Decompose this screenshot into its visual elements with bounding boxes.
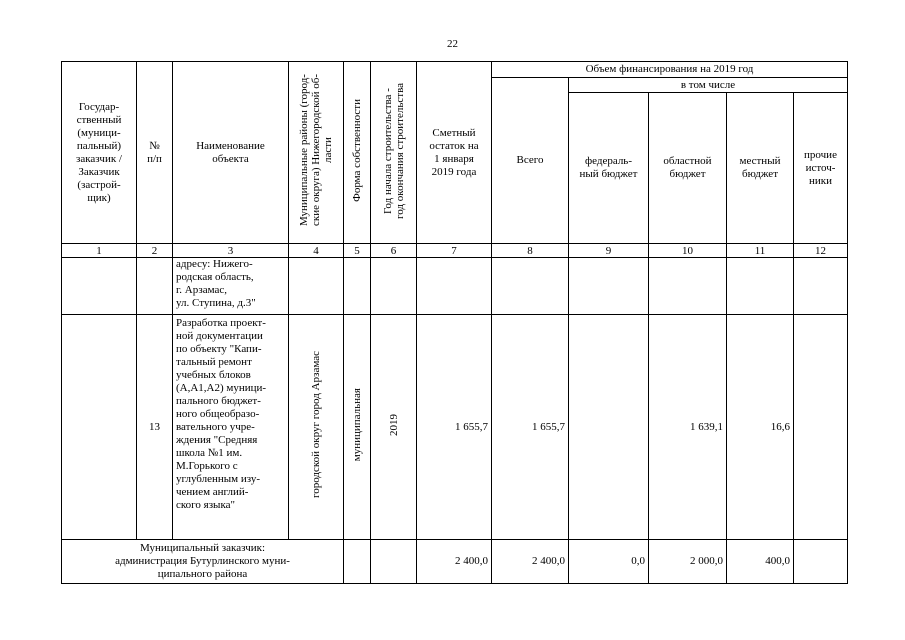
header-other: прочие источ- ники [794, 93, 848, 244]
column-number: 7 [417, 244, 492, 258]
summary-regional: 2 000,0 [649, 540, 727, 584]
column-number-row [62, 244, 848, 258]
summary-label: Муниципальный заказчик: администрация Бутурлинского муни- ципального района [62, 540, 344, 584]
column-number: 1 [62, 244, 137, 258]
column-number: 3 [173, 244, 289, 258]
header-federal: федераль- ный бюджет [569, 93, 649, 244]
object-name-cell: Разработка проект- ной документации по объекту "Капи- тальный ремонт учебных блоков (А,А1,А2) муници- пального бюджет- ного общеобразо- вательного учре- ждения "Средняя школа №1 им. М.Горького с углубленным изу- чением англий- ского языка" [173, 315, 289, 540]
summary-local: 400,0 [727, 540, 794, 584]
column-number: 9 [569, 244, 649, 258]
column-number: 11 [727, 244, 794, 258]
balance-cell: 1 655,7 [417, 315, 492, 540]
total-cell: 1 655,7 [492, 315, 569, 540]
header-including: в том числе [569, 78, 848, 93]
year-cell: 2019 [387, 414, 400, 436]
page-number: 22 [447, 38, 458, 50]
table-row [62, 258, 848, 315]
ownership-cell: муниципальная [351, 388, 363, 462]
summary-balance: 2 400,0 [417, 540, 492, 584]
federal-cell [569, 315, 649, 540]
column-number: 5 [344, 244, 371, 258]
other-cell [794, 315, 848, 540]
header-number: № п/п [137, 62, 173, 244]
object-name-cell: адресу: Нижего- родская область, г. Арзамас, ул. Ступина, д.3" [173, 258, 289, 315]
column-number: 6 [371, 244, 417, 258]
financing-table [61, 61, 848, 584]
column-number: 8 [492, 244, 569, 258]
district-cell: городской округ город Арзамас [310, 351, 322, 499]
header-years: Год начала строительства - год окончания строительства [381, 82, 406, 219]
column-number: 10 [649, 244, 727, 258]
header-object-name: Наименование объекта [173, 62, 289, 244]
summary-row [62, 540, 848, 584]
row-number-cell: 13 [137, 315, 173, 540]
header-balance: Сметный остаток на 1 января 2019 года [417, 62, 492, 244]
column-number: 12 [794, 244, 848, 258]
header-local: местный бюджет [727, 93, 794, 244]
column-number: 4 [289, 244, 344, 258]
header-districts: Муниципальные районы (город- ские округа) Нижегородской об- ласти [298, 74, 334, 227]
column-number: 2 [137, 244, 173, 258]
regional-cell: 1 639,1 [649, 315, 727, 540]
header-customer: Государ- ственный (муници- пальный) заказчик / Заказчик (застрой- щик) [62, 62, 137, 244]
header-ownership: Форма собственности [351, 99, 363, 202]
summary-federal: 0,0 [569, 540, 649, 584]
summary-total: 2 400,0 [492, 540, 569, 584]
header-total: Всего [492, 78, 569, 244]
local-cell: 16,6 [727, 315, 794, 540]
table-row [62, 315, 848, 540]
header-funding-group: Объем финансирования на 2019 год [492, 62, 848, 78]
header-regional: областной бюджет [649, 93, 727, 244]
